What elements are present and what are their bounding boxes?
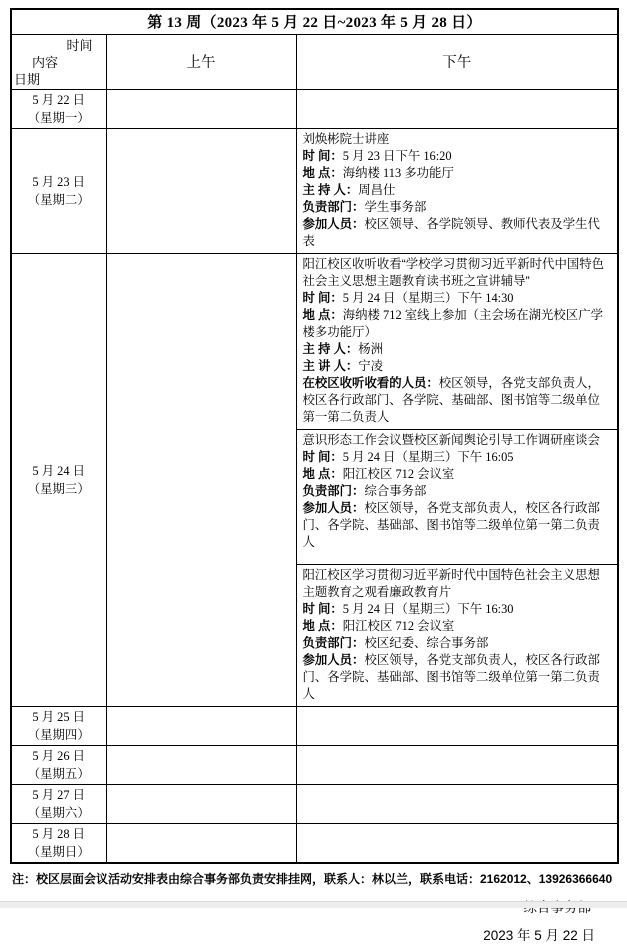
field-label: 时 间： — [302, 148, 343, 163]
date-cell — [11, 823, 106, 863]
date-cell — [11, 784, 106, 823]
afternoon-cell — [296, 706, 618, 745]
event-field — [303, 449, 613, 466]
date-cell — [11, 128, 106, 253]
afternoon-cell — [296, 823, 618, 863]
event-field — [303, 466, 613, 483]
event-title: 意识形态工作会议暨校区新闻舆论引导工作调研座谈会 — [302, 432, 600, 447]
field-label: 参加人员： — [302, 216, 365, 231]
field-label: 在校区收听收看的人员： — [302, 375, 439, 390]
day-row-fri — [11, 745, 618, 784]
field-label: 地 点： — [302, 618, 343, 633]
date-label: 5 月 26 日 — [32, 748, 86, 763]
date-label: 5 月 22 日 — [32, 92, 86, 107]
date-label: 5 月 23 日 — [32, 174, 86, 189]
day-row-sun — [11, 823, 618, 863]
event-field — [303, 601, 613, 618]
field-label: 参加人员： — [302, 652, 365, 667]
date-label: 5 月 24 日 — [32, 463, 86, 478]
field-value: 5 月 24 日（星期三）下午 14:30 — [342, 290, 514, 305]
event — [297, 129, 618, 253]
field-value: 宁凌 — [358, 358, 384, 373]
weekday-label: （星期四） — [27, 727, 90, 742]
column-header-afternoon: 下午 — [296, 34, 618, 89]
field-label: 主 持 人： — [302, 341, 359, 356]
field-value: 阳江校区 712 会议室 — [342, 618, 455, 633]
weekday-label: （星期三） — [27, 481, 90, 496]
field-label: 参加人员： — [302, 500, 365, 515]
field-label: 地 点： — [302, 165, 343, 180]
date-cell — [11, 89, 106, 128]
field-label: 时 间： — [302, 449, 343, 464]
event-field — [303, 182, 613, 199]
date-cell — [11, 253, 106, 706]
day-row-thu — [11, 706, 618, 745]
field-value: 校区纪委、综合事务部 — [364, 635, 489, 650]
morning-cell — [106, 253, 296, 706]
weekday-label: （星期一） — [27, 110, 90, 125]
afternoon-cell — [296, 784, 618, 823]
field-label: 地 点： — [302, 466, 343, 481]
event-field — [303, 307, 613, 341]
corner-date-label: 日期 — [14, 71, 41, 87]
field-label: 负责部门： — [302, 199, 365, 214]
morning-cell — [106, 823, 296, 863]
day-row-tue — [11, 128, 618, 253]
afternoon-cell — [296, 89, 618, 128]
date-label: 5 月 28 日 — [32, 826, 86, 841]
event-field — [303, 375, 613, 426]
document-page — [0, 8, 627, 943]
event-field — [303, 635, 613, 652]
header-row — [11, 34, 618, 89]
event-field — [303, 618, 613, 635]
event — [297, 564, 618, 706]
afternoon-cell — [296, 745, 618, 784]
date-label: 5 月 27 日 — [32, 787, 86, 802]
event-title: 阳江校区学习贯彻习近平新时代中国特色社会主义思想主题教育之观看廉政教育片 — [302, 567, 600, 599]
window-bottom-edge — [0, 901, 627, 908]
field-value: 5 月 23 日下午 16:20 — [342, 148, 452, 163]
page-title: 第 13 周（2023 年 5 月 22 日~2023 年 5 月 28 日） — [11, 9, 618, 34]
morning-cell — [106, 784, 296, 823]
day-row-wed — [11, 253, 618, 706]
field-label: 时 间： — [302, 601, 343, 616]
morning-cell — [106, 745, 296, 784]
field-value: 海纳楼 712 室线上参加（主会场在湖光校区广学楼多功能厅） — [302, 307, 603, 339]
morning-cell — [106, 128, 296, 253]
field-value: 校区领导、各学院领导、教师代表及学生代表 — [302, 216, 600, 248]
afternoon-cell — [296, 253, 618, 706]
day-row-sat — [11, 784, 618, 823]
field-value: 校区领导，各党支部负责人，校区各行政部门、各学院、基础部、图书馆等二级单位第一第二负责人 — [302, 375, 600, 424]
field-label: 负责部门： — [302, 483, 365, 498]
field-value: 周昌仕 — [358, 182, 396, 197]
event — [297, 429, 618, 564]
event — [297, 254, 618, 429]
field-value: 杨洲 — [358, 341, 384, 356]
weekday-label: （星期二） — [27, 192, 90, 207]
field-value: 校区领导，各党支部负责人，校区各行政部门、各学院、基础部、图书馆等二级单位第一第二负责人 — [302, 500, 600, 549]
field-value: 海纳楼 113 多功能厅 — [342, 165, 454, 180]
event-field — [303, 165, 613, 182]
field-value: 综合事务部 — [364, 483, 427, 498]
morning-cell — [106, 89, 296, 128]
date-cell — [11, 745, 106, 784]
title-row — [11, 9, 618, 34]
footer-note: 注：校区层面会议活动安排表由综合事务部负责安排挂网，联系人：林以兰，联系电话：2162012、13926366640 — [12, 871, 613, 886]
date-label: 5 月 25 日 — [32, 709, 86, 724]
corner-time-label: 时间 — [66, 37, 93, 53]
corner-header-cell — [11, 34, 106, 89]
event-field — [303, 341, 613, 358]
field-value: 5 月 24 日（星期三）下午 16:30 — [342, 601, 514, 616]
event-field — [303, 358, 613, 375]
event-field — [303, 216, 613, 250]
field-value: 5 月 24 日（星期三）下午 16:05 — [342, 449, 514, 464]
event-field — [303, 199, 613, 216]
date-cell — [11, 706, 106, 745]
event-field — [303, 148, 613, 165]
field-label: 地 点： — [302, 307, 343, 322]
weekday-label: （星期五） — [27, 766, 90, 781]
field-label: 负责部门： — [302, 635, 365, 650]
event-title: 刘焕彬院士讲座 — [302, 131, 390, 146]
afternoon-cell — [296, 128, 618, 253]
weekly-schedule-table — [10, 8, 619, 864]
event-field — [303, 652, 613, 703]
morning-cell — [106, 706, 296, 745]
event-field — [303, 290, 613, 307]
weekday-label: （星期六） — [27, 805, 90, 820]
day-row-mon — [11, 89, 618, 128]
field-label: 时 间： — [302, 290, 343, 305]
corner-content-label: 内容 — [32, 54, 59, 70]
field-label: 主 持 人： — [302, 182, 359, 197]
event-field — [303, 483, 613, 500]
field-label: 主 讲 人： — [302, 358, 359, 373]
event-title: 阳江校区收听收看“学校学习贯彻习近平新时代中国特色社会主义思想主题教育读书班之宣讲辅导” — [302, 256, 605, 288]
weekday-label: （星期日） — [27, 844, 90, 859]
column-header-morning: 上午 — [106, 34, 296, 89]
field-value: 阳江校区 712 会议室 — [342, 466, 455, 481]
footer-date: 2023 年 5 月 22 日 — [483, 927, 595, 943]
field-value: 学生事务部 — [364, 199, 427, 214]
event-field — [303, 500, 613, 551]
field-value: 校区领导，各党支部负责人，校区各行政部门、各学院、基础部、图书馆等二级单位第一第二负责人 — [302, 652, 600, 701]
